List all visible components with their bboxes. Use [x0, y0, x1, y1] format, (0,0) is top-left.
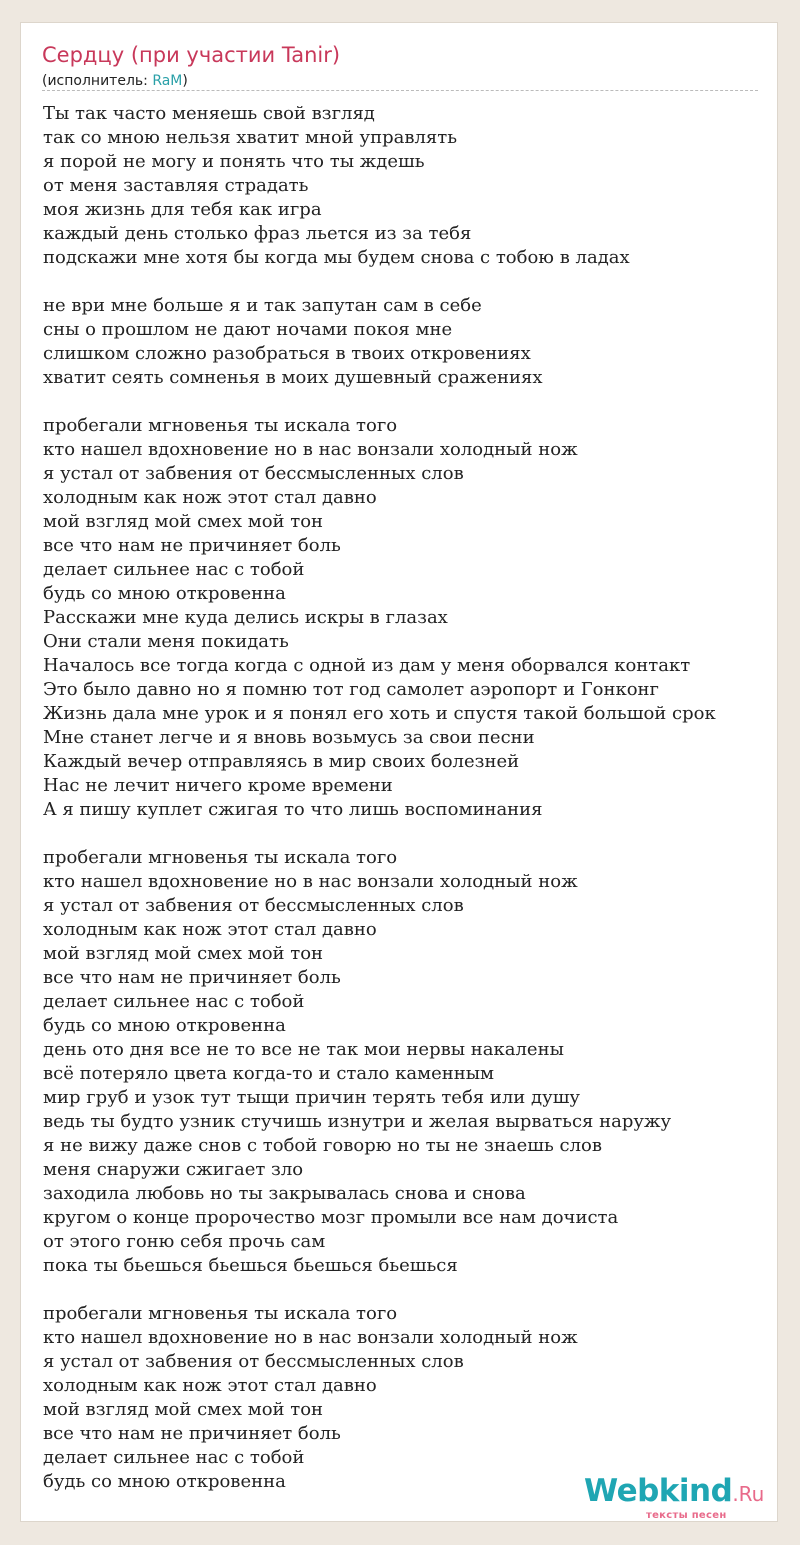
lyrics-card [20, 22, 778, 1522]
title-divider [42, 90, 758, 91]
logo-tagline: тексты песен [646, 1510, 727, 1521]
performer-prefix: (исполнитель: [42, 73, 153, 89]
site-logo[interactable] [584, 1473, 765, 1521]
performer-line [42, 73, 188, 89]
logo-tld: .Ru [732, 1482, 765, 1506]
lyrics-text: Ты так часто меняешь свой взгляд так со мною нельзя хватит мной управлять я порой не могу и понять что ты ждешь от меня заставляя страдать моя жизнь для тебя как игра каждый день столько фраз льется из за тебя подскажи мне хотя бы когда мы будем снова с тобою в ладах не ври мне больше я и так запутан сам в себе сны о прошлом не дают ночами покоя мне слишком сложно разобраться в твоих откровениях хватит сеять сомненья в моих душевный сражениях пробегали мгновенья ты искала того кто нашел вдохновение но в нас вонзали холодный нож я устал от забвения от бессмысленных слов холодным как нож этот стал давно мой взгляд мой смех мой тон все что нам не причиняет боль делает сильнее нас с тобой будь со мною откровенна Расскажи мне куда делись искры в глазах Они стали меня покидать Началось все тогда когда с одной из дам у меня оборвался контакт Это было давно но я помню тот год самолет аэропорт и Гонконг Жизнь дала мне урок и я понял его хоть и спустя такой большой срок Мне станет легче и я вновь возьмусь за свои песни Каждый вечер отправляясь в мир своих болезней Нас не лечит ничего кроме времени А я пишу куплет сжигая то что лишь воспоминания пробегали мгновенья ты искала того кто нашел вдохновение но в нас вонзали холодный нож я устал от забвения от бессмысленных слов холодным как нож этот стал давно мой взгляд мой смех мой тон все что нам не причиняет боль делает сильнее нас с тобой будь со мною откровенна день ото дня все не то все не так мои нервы накалены всё потеряло цвета когда-то и стало каменным мир груб и узок тут тыщи причин терять тебя или душу ведь ты будто узник стучишь изнутри и желая вырваться наружу я не вижу даже снов с тобой говорю но ты не знаешь слов меня снаружи сжигает зло заходила любовь но ты закрывалась снова и снова кругом о конце пророчество мозг промыли все нам дочиста от этого гоню себя прочь сам пока ты бьешься бьешься бьешься бьешься пробегали мгновенья ты искала того кто нашел вдохновение но в нас вонзали холодный нож я устал от забвения от бессмысленных слов холодным как нож этот стал давно мой взгляд мой смех мой тон все что нам не причиняет боль делает сильнее нас с тобой будь со мною откровенна [43, 103, 716, 1492]
logo-brand: Webkind [584, 1473, 733, 1509]
performer-suffix: ) [182, 73, 188, 89]
performer-link[interactable]: RaM [152, 73, 183, 89]
song-title: Сердцу (при участии Tanir) [42, 43, 341, 67]
